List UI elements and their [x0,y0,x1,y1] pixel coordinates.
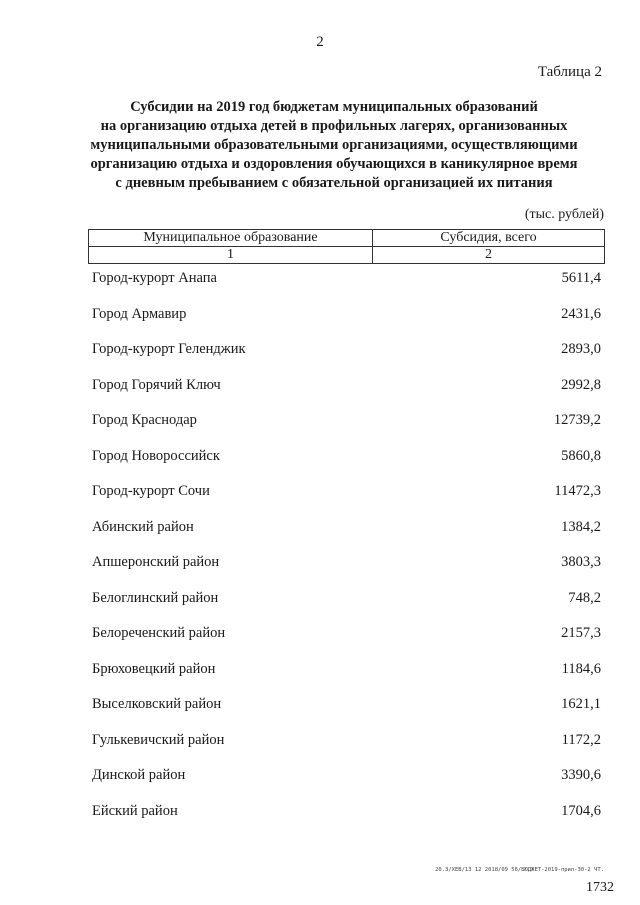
table-body [92,270,603,838]
subsidy-value: 1184,6 [561,660,601,677]
municipality-name: Город Краснодар [92,412,197,428]
table-label: Таблица 2 [537,64,602,80]
units-label: (тыс. рублей) [524,207,604,222]
table-row [92,412,603,448]
subsidy-value: 5611,4 [561,270,601,286]
table-row [92,341,603,377]
subsidy-value: 3803,3 [561,554,601,570]
subsidy-value: 1172,2 [561,731,601,748]
column-number-2: 2 [373,247,605,264]
municipality-name: Динской район [92,767,186,783]
table-row [92,661,603,697]
municipality-name: Гулькевичский район [92,731,225,748]
header-subsidy: Субсидия, всего [373,230,605,247]
title-line: с дневным пребыванием с обязательной организацией их питания [115,175,553,191]
municipality-name: Город-курорт Сочи [92,483,210,499]
title-line: организацию отдыха и оздоровления обучающихся в каникулярное время [90,156,578,172]
header-row [89,230,605,247]
municipality-name: Выселковский район [92,696,222,712]
subsidy-value: 11472,3 [554,483,601,499]
subsidy-value: 748,2 [568,589,601,606]
municipality-name: Город Горячий Ключ [92,376,221,393]
subsidy-value: 1621,1 [561,696,601,712]
title-line: муниципальными образовательными организациями, осуществляющими [90,137,578,153]
municipality-name: Белоглинский район [92,589,219,606]
municipality-name: Ейский район [92,802,178,819]
subsidy-value: 1384,2 [561,518,601,535]
municipality-name: Город Новороссийск [92,447,220,464]
municipality-name: Апшеронский район [92,554,220,570]
table-row [92,270,603,306]
municipality-name: Город-курорт Геленджик [92,341,246,357]
municipality-name: Белореченский район [92,625,226,641]
table-row [92,483,603,519]
subsidy-value: 5860,8 [561,447,601,464]
subsidy-value: 1704,6 [561,802,601,819]
table-row [92,306,603,342]
title-line: Субсидии на 2019 год бюджетам муниципальных образований [130,99,538,115]
column-number-1: 1 [89,247,373,264]
table-row [92,696,603,732]
table-row [92,803,603,839]
table-row [92,767,603,803]
subsidy-value: 2893,0 [561,341,601,357]
municipality-name: Город-курорт Анапа [92,270,217,286]
table-row [92,590,603,626]
municipality-name: Город Армавир [92,305,187,322]
subsidy-value: 2157,3 [561,625,601,641]
municipality-name: Брюховецкий район [92,660,216,677]
header-municipality: Муниципальное образование [89,230,373,247]
sheet-number: 1732 [586,880,614,895]
table-row [92,448,603,484]
column-number-row [89,247,605,264]
subsidy-value: 2992,8 [561,376,601,393]
table-row [92,732,603,768]
subsidy-value: 2431,6 [561,305,601,322]
subsidy-value: 3390,6 [561,767,601,783]
document-code: 20.3/ХЕВ/13 12 2018/09 56/БЮДЖЕТ-2019-прил-30-2 ЧТ. [435,867,604,873]
table-row [92,377,603,413]
page-number: 2 [316,34,324,50]
table-row [92,519,603,555]
subsidy-value: 12739,2 [553,412,601,428]
table-row [92,554,603,590]
table-row [92,625,603,661]
municipality-name: Абинский район [92,518,194,535]
document-title [60,98,608,193]
title-line: на организацию отдыха детей в профильных лагерях, организованных [100,118,568,134]
table-header [88,229,605,264]
